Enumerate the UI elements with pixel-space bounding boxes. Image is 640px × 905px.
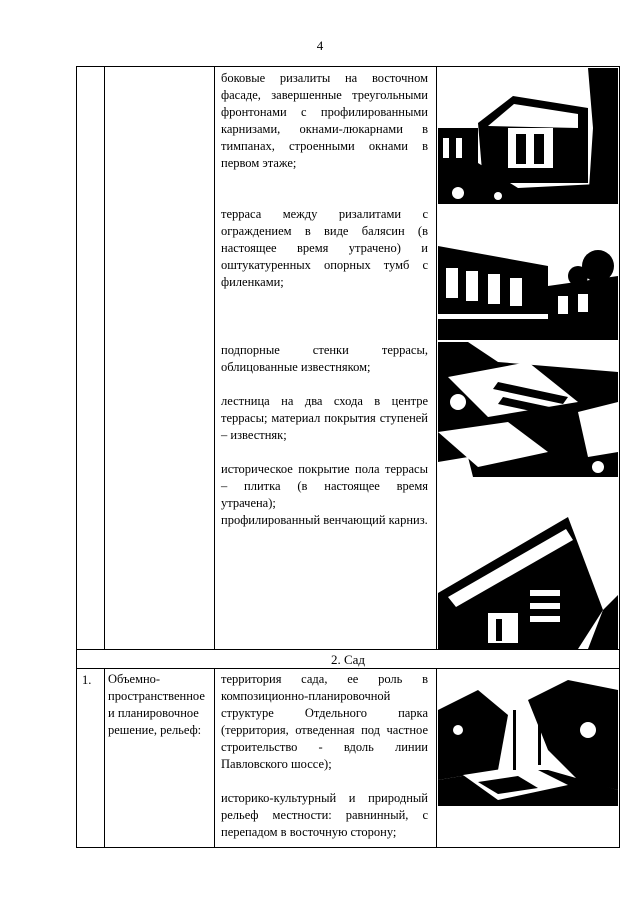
paragraph-relief: историко-культурный и природный рельеф местности: равнинный, с перепадом в восточную сторону; — [221, 791, 428, 839]
photo-terrace-steps — [438, 342, 618, 477]
photo-risalit-facade — [438, 68, 618, 204]
section-title-garden: 2. Сад — [330, 652, 366, 667]
page-number: 4 — [316, 38, 324, 53]
upper-description — [221, 70, 428, 529]
paragraph-floor-covering: историческое покрытие пола террасы – плитка (в настоящее время утрачена); — [221, 462, 428, 510]
photo-cornice-roof — [438, 515, 618, 649]
paragraph-cornice: профилированный венчающий карниз. — [221, 513, 428, 527]
paragraph-staircase: лестница на два схода в центре террасы; материал покрытия ступеней – известняк; — [221, 394, 428, 442]
paragraph-garden-territory: территория сада, ее роль в композиционно-планировочной структуре Отдельного парка (территория, отведенная под частное строительство - вдоль линии Павловского шоссе); — [221, 672, 428, 771]
paragraph-side-risalits: боковые ризалиты на восточном фасаде, завершенные треугольными фронтонами с профилированными карнизами, окнами-люкарнами в тимпанах, строенными окнами в первом этаже; — [221, 71, 428, 170]
garden-description — [221, 671, 428, 841]
row-number: 1. — [82, 673, 92, 687]
paragraph-terrace: терраса между ризалитами с ограждением в виде балясин (в настоящее время утрачено) и оштукатуренных опорных тумб с филенками; — [221, 207, 428, 289]
photo-terrace-building — [438, 236, 618, 340]
paragraph-retaining-walls: подпорные стенки террасы, облицованные известняком; — [221, 343, 428, 374]
row-label: Объемно-пространственное и планировочное решение, рельеф: — [108, 672, 205, 737]
photo-garden-trees — [438, 670, 618, 806]
